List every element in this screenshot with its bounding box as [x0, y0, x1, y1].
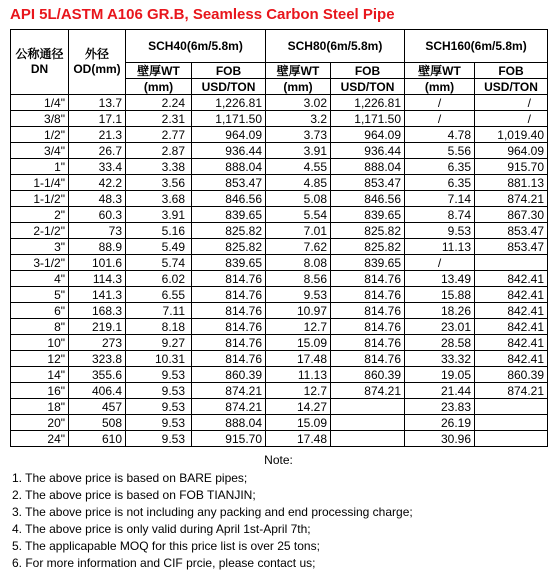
sch40-wt-cell: 2.77 [126, 127, 192, 143]
od-header [69, 30, 126, 95]
price-table [10, 29, 548, 447]
sch80-wt-cell: 5.08 [266, 191, 331, 207]
sch40-fob-cell: 888.04 [192, 415, 266, 431]
table-row [11, 159, 548, 175]
sch160-fob-cell: 867.30 [475, 207, 548, 223]
dn-cell: 16" [11, 383, 69, 399]
dn-cell: 1/4" [11, 95, 69, 111]
od-cell: 323.8 [69, 351, 126, 367]
sch40-wt-cell: 9.53 [126, 383, 192, 399]
fob-unit-header: USD/TON [192, 79, 266, 95]
wt-unit-header: (mm) [405, 79, 475, 95]
sch80-fob-cell: 1,226.81 [331, 95, 405, 111]
sch40-fob-cell: 1,226.81 [192, 95, 266, 111]
sch40-fob-cell: 860.39 [192, 367, 266, 383]
od-cell: 457 [69, 399, 126, 415]
table-row [11, 319, 548, 335]
sch160-wt-cell: 23.83 [405, 399, 475, 415]
od-cell: 48.3 [69, 191, 126, 207]
table-row [11, 399, 548, 415]
sch80-wt-cell: 4.85 [266, 175, 331, 191]
dn-cell: 14" [11, 367, 69, 383]
sch40-fob-cell: 825.82 [192, 223, 266, 239]
od-cell: 60.3 [69, 207, 126, 223]
sch40-wt-cell: 2.87 [126, 143, 192, 159]
sch80-fob-cell: 825.82 [331, 239, 405, 255]
dn-cell: 20" [11, 415, 69, 431]
sch80-fob-cell: 853.47 [331, 175, 405, 191]
table-row [11, 351, 548, 367]
sch160-wt-cell: 8.74 [405, 207, 475, 223]
sch80-fob-cell: 874.21 [331, 383, 405, 399]
sch80-wt-cell: 5.54 [266, 207, 331, 223]
sch160-fob-cell: 842.41 [475, 303, 548, 319]
table-row [11, 415, 548, 431]
sch80-fob-cell: 814.76 [331, 303, 405, 319]
sch40-wt-cell: 3.38 [126, 159, 192, 175]
dn-cell: 1/2" [11, 127, 69, 143]
note-item: 3. The above price is not including any packing and end processing charge; [12, 505, 413, 519]
sch160-wt-cell: 19.05 [405, 367, 475, 383]
wt-unit-header: (mm) [266, 79, 331, 95]
od-cell: 13.7 [69, 95, 126, 111]
fob-header: FOB [475, 63, 548, 79]
dn-cell: 1-1/4" [11, 175, 69, 191]
od-cell: 88.9 [69, 239, 126, 255]
sch40-header: SCH40(6m/5.8m) [126, 30, 266, 63]
fob-header: FOB [331, 63, 405, 79]
sch40-fob-cell: 936.44 [192, 143, 266, 159]
table-row [11, 111, 548, 127]
dn-cell: 2" [11, 207, 69, 223]
sch80-wt-cell: 9.53 [266, 287, 331, 303]
sch80-fob-cell [331, 399, 405, 415]
sch80-fob-cell: 964.09 [331, 127, 405, 143]
sch160-fob-cell [475, 255, 548, 271]
table-row [11, 127, 548, 143]
fob-unit-header: USD/TON [331, 79, 405, 95]
sch80-fob-cell: 888.04 [331, 159, 405, 175]
sch80-wt-cell: 11.13 [266, 367, 331, 383]
dn-cell: 18" [11, 399, 69, 415]
sch160-wt-cell: 7.14 [405, 191, 475, 207]
note-item: 4. The above price is only valid during April 1st-April 7th; [12, 522, 311, 536]
od-cell: 114.3 [69, 271, 126, 287]
od-cell: 355.6 [69, 367, 126, 383]
sch160-fob-cell: 853.47 [475, 223, 548, 239]
sch160-fob-cell: 881.13 [475, 175, 548, 191]
sch160-wt-cell: 26.19 [405, 415, 475, 431]
sch40-wt-cell: 6.02 [126, 271, 192, 287]
dn-header [11, 30, 69, 95]
sch80-wt-cell: 12.7 [266, 319, 331, 335]
sch80-wt-cell: 10.97 [266, 303, 331, 319]
sch40-wt-cell: 2.24 [126, 95, 192, 111]
sch80-wt-cell: 3.2 [266, 111, 331, 127]
sch160-wt-cell: 23.01 [405, 319, 475, 335]
sch80-fob-cell: 839.65 [331, 255, 405, 271]
od-cell: 610 [69, 431, 126, 447]
sch160-fob-cell [475, 415, 548, 431]
sch160-fob-cell: 842.41 [475, 319, 548, 335]
dn-cell: 3-1/2" [11, 255, 69, 271]
sch160-fob-cell: 842.41 [475, 271, 548, 287]
fob-header: FOB [192, 63, 266, 79]
dn-cell: 3/4" [11, 143, 69, 159]
sch160-fob-cell: 842.41 [475, 287, 548, 303]
sch80-fob-cell: 846.56 [331, 191, 405, 207]
sch40-wt-cell: 9.53 [126, 431, 192, 447]
sch40-fob-cell: 814.76 [192, 303, 266, 319]
od-cell: 26.7 [69, 143, 126, 159]
table-row [11, 191, 548, 207]
sch160-wt-cell: 28.58 [405, 335, 475, 351]
sch40-wt-cell: 9.27 [126, 335, 192, 351]
dn-cell: 24" [11, 431, 69, 447]
note-item: 1. The above price is based on BARE pipes; [12, 471, 248, 485]
dn-cell: 3" [11, 239, 69, 255]
sch40-fob-cell: 846.56 [192, 191, 266, 207]
sch80-wt-cell: 17.48 [266, 431, 331, 447]
sch40-wt-cell: 3.56 [126, 175, 192, 191]
wt-header: 壁厚WT [126, 63, 192, 79]
sch160-wt-cell: 33.32 [405, 351, 475, 367]
sch40-fob-cell: 874.21 [192, 383, 266, 399]
sch80-wt-cell: 15.09 [266, 415, 331, 431]
sch40-fob-cell: 839.65 [192, 255, 266, 271]
sch160-fob-cell: 874.21 [475, 191, 548, 207]
sch160-fob-cell [475, 431, 548, 447]
sch40-fob-cell: 915.70 [192, 431, 266, 447]
table-row [11, 335, 548, 351]
table-row [11, 367, 548, 383]
sch80-wt-cell: 3.02 [266, 95, 331, 111]
sch160-fob-cell: 853.47 [475, 239, 548, 255]
sch160-fob-cell: 1,019.40 [475, 127, 548, 143]
sch80-wt-cell: 12.7 [266, 383, 331, 399]
dn-cell: 6" [11, 303, 69, 319]
od-cell: 508 [69, 415, 126, 431]
sch80-wt-cell: 14.27 [266, 399, 331, 415]
sch40-wt-cell: 3.91 [126, 207, 192, 223]
sch160-fob-cell: 842.41 [475, 335, 548, 351]
sch80-fob-cell: 936.44 [331, 143, 405, 159]
sch40-fob-cell: 839.65 [192, 207, 266, 223]
od-cell: 17.1 [69, 111, 126, 127]
header-row-1 [11, 30, 548, 63]
sch40-wt-cell: 9.53 [126, 399, 192, 415]
dn-cell: 8" [11, 319, 69, 335]
sch160-header: SCH160(6m/5.8m) [405, 30, 548, 63]
sch40-wt-cell: 2.31 [126, 111, 192, 127]
dn-cell: 5" [11, 287, 69, 303]
sch80-fob-cell: 814.76 [331, 271, 405, 287]
sch40-fob-cell: 1,171.50 [192, 111, 266, 127]
od-cell: 273 [69, 335, 126, 351]
fob-unit-header: USD/TON [475, 79, 548, 95]
dn-cell: 3/8" [11, 111, 69, 127]
sch40-wt-cell: 10.31 [126, 351, 192, 367]
sch80-fob-cell: 814.76 [331, 287, 405, 303]
sch80-header: SCH80(6m/5.8m) [266, 30, 405, 63]
sch40-fob-cell: 874.21 [192, 399, 266, 415]
sch160-wt-cell: 5.56 [405, 143, 475, 159]
sch160-wt-cell: 4.78 [405, 127, 475, 143]
sch40-wt-cell: 9.53 [126, 367, 192, 383]
sch80-fob-cell: 860.39 [331, 367, 405, 383]
dn-cell: 1-1/2" [11, 191, 69, 207]
sch160-fob-cell: / [475, 95, 548, 111]
sch160-fob-cell: 964.09 [475, 143, 548, 159]
sch80-wt-cell: 7.01 [266, 223, 331, 239]
od-cell: 73 [69, 223, 126, 239]
note-title: Note: [264, 453, 293, 467]
sch80-wt-cell: 15.09 [266, 335, 331, 351]
table-row [11, 271, 548, 287]
sch80-wt-cell: 3.91 [266, 143, 331, 159]
sch80-fob-cell: 825.82 [331, 223, 405, 239]
sch40-wt-cell: 8.18 [126, 319, 192, 335]
sch160-wt-cell: 21.44 [405, 383, 475, 399]
table-row [11, 303, 548, 319]
sch80-wt-cell: 8.08 [266, 255, 331, 271]
sch80-wt-cell: 4.55 [266, 159, 331, 175]
table-row [11, 431, 548, 447]
sch160-fob-cell: / [475, 111, 548, 127]
wt-unit-header: (mm) [126, 79, 192, 95]
od-cell: 21.3 [69, 127, 126, 143]
table-row [11, 143, 548, 159]
sch160-wt-cell: 6.35 [405, 175, 475, 191]
od-header-cn: 外径 [84, 47, 109, 61]
sch40-wt-cell: 5.49 [126, 239, 192, 255]
note-item: 2. The above price is based on FOB TIANJIN; [12, 488, 256, 502]
sch160-wt-cell: 15.88 [405, 287, 475, 303]
sch160-fob-cell: 915.70 [475, 159, 548, 175]
sch40-fob-cell: 814.76 [192, 271, 266, 287]
sch160-wt-cell: 11.13 [405, 239, 475, 255]
note-item: 6. For more information and CIF prcie, please contact us; [12, 556, 316, 570]
sch80-fob-cell: 814.76 [331, 335, 405, 351]
sch80-fob-cell [331, 415, 405, 431]
sch40-wt-cell: 5.74 [126, 255, 192, 271]
sch160-wt-cell: 9.53 [405, 223, 475, 239]
sch40-wt-cell: 6.55 [126, 287, 192, 303]
table-row [11, 223, 548, 239]
sch40-fob-cell: 814.76 [192, 351, 266, 367]
table-row [11, 287, 548, 303]
sch160-fob-cell: 874.21 [475, 383, 548, 399]
sch40-fob-cell: 814.76 [192, 287, 266, 303]
table-row [11, 383, 548, 399]
sch80-wt-cell: 7.62 [266, 239, 331, 255]
dn-header-cn: 公称通径 [15, 47, 64, 61]
table-row [11, 239, 548, 255]
sch160-fob-cell: 842.41 [475, 351, 548, 367]
sch80-fob-cell [331, 431, 405, 447]
table-row [11, 175, 548, 191]
sch160-wt-cell: 13.49 [405, 271, 475, 287]
sch160-wt-cell: 6.35 [405, 159, 475, 175]
od-header-en: OD(mm) [73, 62, 121, 76]
sch40-wt-cell: 9.53 [126, 415, 192, 431]
notes-list [12, 470, 413, 572]
sch80-fob-cell: 814.76 [331, 319, 405, 335]
sch40-wt-cell: 7.11 [126, 303, 192, 319]
od-cell: 168.3 [69, 303, 126, 319]
wt-header: 壁厚WT [266, 63, 331, 79]
note-item: 5. The applicapable MOQ for this price list is over 25 tons; [12, 539, 320, 553]
od-cell: 219.1 [69, 319, 126, 335]
sch160-wt-cell: / [405, 255, 475, 271]
table-row [11, 207, 548, 223]
sch160-wt-cell: / [405, 111, 475, 127]
sch40-wt-cell: 5.16 [126, 223, 192, 239]
sch40-fob-cell: 888.04 [192, 159, 266, 175]
wt-header: 壁厚WT [405, 63, 475, 79]
sch80-wt-cell: 8.56 [266, 271, 331, 287]
sch160-fob-cell [475, 399, 548, 415]
sch80-fob-cell: 814.76 [331, 351, 405, 367]
sch40-fob-cell: 964.09 [192, 127, 266, 143]
sch40-fob-cell: 825.82 [192, 239, 266, 255]
sch160-fob-cell: 860.39 [475, 367, 548, 383]
sch80-wt-cell: 3.73 [266, 127, 331, 143]
table-row [11, 95, 548, 111]
sheet-title: API 5L/ASTM A106 GR.B, Seamless Carbon Steel Pipe [10, 6, 395, 23]
sch40-fob-cell: 853.47 [192, 175, 266, 191]
od-cell: 42.2 [69, 175, 126, 191]
dn-cell: 12" [11, 351, 69, 367]
od-cell: 33.4 [69, 159, 126, 175]
dn-header-en: DN [30, 62, 49, 76]
sch160-wt-cell: 30.96 [405, 431, 475, 447]
dn-cell: 4" [11, 271, 69, 287]
sch160-wt-cell: / [405, 95, 475, 111]
sch80-fob-cell: 839.65 [331, 207, 405, 223]
dn-cell: 2-1/2" [11, 223, 69, 239]
od-cell: 101.6 [69, 255, 126, 271]
sch160-wt-cell: 18.26 [405, 303, 475, 319]
od-cell: 406.4 [69, 383, 126, 399]
dn-cell: 1" [11, 159, 69, 175]
sch40-fob-cell: 814.76 [192, 335, 266, 351]
table-row [11, 255, 548, 271]
sch40-fob-cell: 814.76 [192, 319, 266, 335]
od-cell: 141.3 [69, 287, 126, 303]
sch80-fob-cell: 1,171.50 [331, 111, 405, 127]
sch80-wt-cell: 17.48 [266, 351, 331, 367]
dn-cell: 10" [11, 335, 69, 351]
sch40-wt-cell: 3.68 [126, 191, 192, 207]
